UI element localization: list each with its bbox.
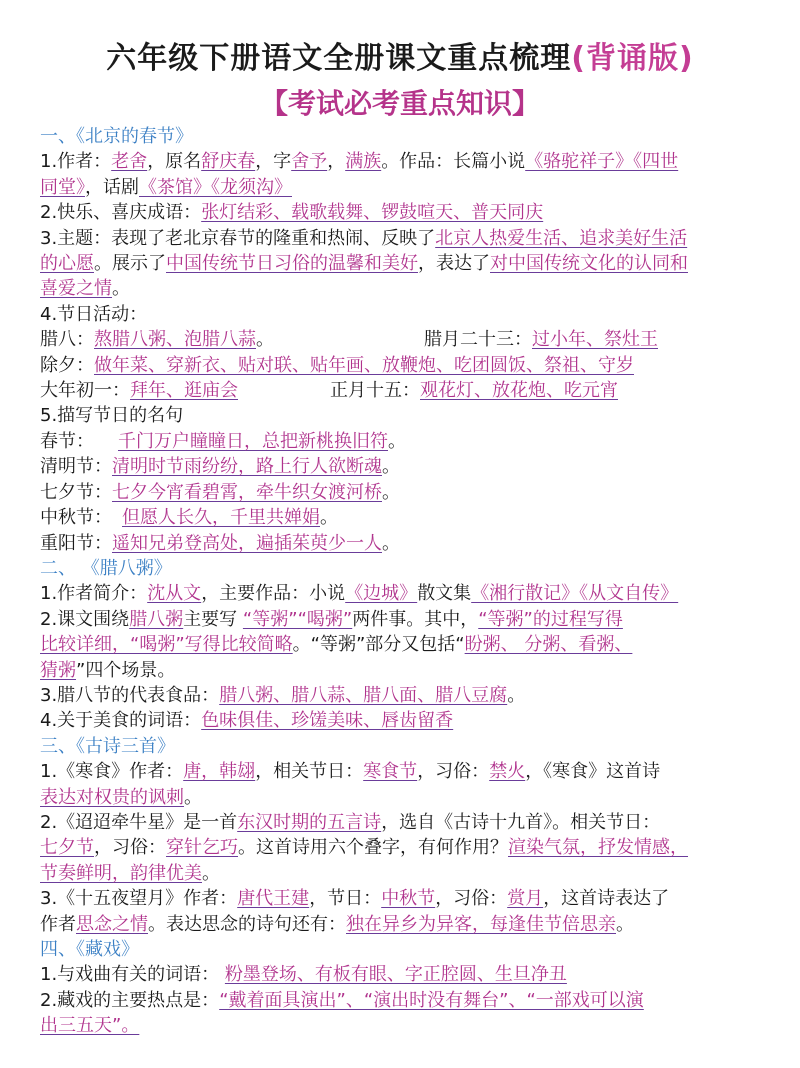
key-point: 七夕节 bbox=[40, 837, 94, 859]
key-point: 色味俱佳、珍馐美味、唇齿留香 bbox=[201, 710, 454, 732]
text-segment: 。 bbox=[256, 329, 274, 351]
text-segment: 2.藏戏的主要热点是： bbox=[40, 989, 220, 1011]
key-point: 腊八粥、腊八蒜、腊八面、腊八豆腐 bbox=[219, 684, 508, 706]
key-point: 千门万户瞳瞳日，总把新桃换旧符 bbox=[118, 430, 388, 452]
text-segment: 。展示了 bbox=[94, 253, 166, 275]
text-segment: 腊八： bbox=[40, 329, 94, 351]
text-segment: ，话剧 bbox=[85, 176, 139, 198]
text-line bbox=[40, 708, 760, 733]
text-line bbox=[40, 505, 760, 530]
key-point: 比较详细，“喝粥”写得比较简略 bbox=[40, 634, 293, 656]
text-segment: ，选自《古诗十九首》。相关节日： bbox=[381, 811, 661, 833]
key-point: 清明时节雨纷纷，路上行人欲断魂 bbox=[112, 456, 382, 478]
key-point: 舍予 bbox=[291, 151, 328, 173]
text-segment: 3.《十五夜望月》作者： bbox=[40, 888, 238, 910]
text-segment: 。 bbox=[507, 684, 526, 706]
text-segment: ，这首诗表达了 bbox=[543, 888, 670, 910]
section-heading: 一、《北京的春节》 bbox=[40, 126, 193, 147]
key-point: 张灯结彩、载歌载舞、锣鼓喧天、普天同庆 bbox=[201, 202, 544, 224]
text-segment: 1.作者： bbox=[40, 151, 112, 173]
text-line bbox=[40, 1013, 760, 1038]
text-segment: 。 bbox=[382, 456, 400, 478]
text-segment: ，表达了 bbox=[418, 253, 490, 275]
key-point: 沈从文 bbox=[147, 583, 202, 605]
text-segment: 。 bbox=[184, 786, 202, 808]
text-segment: ，字 bbox=[255, 151, 292, 173]
text-segment: 。 bbox=[112, 278, 130, 300]
text-segment: ，主要作品：小说 bbox=[201, 583, 346, 605]
key-point: 喜爱之情 bbox=[40, 278, 112, 300]
key-point: 禁火 bbox=[489, 761, 526, 783]
page-title bbox=[40, 0, 760, 80]
key-point: 《茶馆》《龙须沟》 bbox=[139, 176, 292, 198]
text-line bbox=[40, 962, 760, 987]
key-point: 对中国传统文化的认同和 bbox=[490, 253, 688, 275]
text-segment: 。这首诗用六个叠字，有何作用？ bbox=[238, 837, 508, 859]
key-point: 《湘行散记》《从文自传》 bbox=[471, 583, 679, 605]
text-line bbox=[40, 124, 760, 149]
text-segment: 中秋节： bbox=[40, 507, 112, 529]
key-point: 唐，韩翃 bbox=[183, 761, 256, 783]
text-line bbox=[40, 429, 760, 454]
key-point: 中秋节 bbox=[381, 888, 436, 910]
text-line bbox=[40, 988, 760, 1013]
key-point: 寒食节 bbox=[363, 761, 418, 783]
text-line bbox=[40, 607, 760, 632]
text-segment: ，相关节日： bbox=[255, 761, 364, 783]
text-segment: ”四个场景。 bbox=[76, 659, 176, 681]
text-line bbox=[40, 353, 760, 378]
key-point: 出三五天”。 bbox=[40, 1015, 140, 1037]
text-line bbox=[40, 937, 760, 962]
key-point: 思念之情 bbox=[76, 913, 148, 935]
text-segment: 主要写 bbox=[183, 608, 243, 630]
text-line bbox=[40, 785, 760, 810]
text-segment: ， bbox=[327, 151, 346, 173]
text-line bbox=[40, 835, 760, 860]
key-point: 老舍 bbox=[111, 151, 148, 173]
text-line bbox=[40, 861, 760, 886]
text-line bbox=[40, 327, 760, 352]
text-line bbox=[40, 734, 760, 759]
text-segment: ，习俗： bbox=[94, 837, 166, 859]
text-segment: 散文集 bbox=[417, 583, 472, 605]
text-line bbox=[40, 276, 760, 301]
key-point: 北京人热爱生活、追求美好生活 bbox=[435, 227, 688, 249]
title-main: 六年级下册语文全册课文重点梳理 bbox=[106, 41, 572, 76]
text-line bbox=[40, 200, 760, 225]
text-segment: ，原名 bbox=[147, 151, 202, 173]
text-segment: 七夕节： bbox=[40, 481, 112, 503]
text-segment: 。 bbox=[382, 481, 400, 503]
text-line bbox=[40, 175, 760, 200]
text-line bbox=[40, 581, 760, 606]
key-point: 表达对权贵的讽刺 bbox=[40, 786, 184, 808]
text-segment: 除夕： bbox=[40, 354, 94, 376]
key-point: 穿针乞巧 bbox=[166, 837, 238, 859]
key-point: 中国传统节日习俗的温馨和美好 bbox=[166, 253, 418, 275]
key-point: 唐代王建 bbox=[237, 888, 310, 910]
key-point: 腊八粥 bbox=[129, 608, 184, 630]
text-segment: 1.与戏曲有关的词语： bbox=[40, 964, 225, 986]
text-line bbox=[40, 403, 760, 428]
text-segment: 春节： bbox=[40, 430, 94, 452]
text-segment: 4.关于美食的词语： bbox=[40, 710, 202, 732]
key-point: 舒庆春 bbox=[201, 151, 256, 173]
text-segment: 。 bbox=[388, 430, 406, 452]
text-line bbox=[40, 632, 760, 657]
page-subtitle: 【考试必考重点知识】 bbox=[259, 87, 540, 120]
key-point: 独在异乡为异客，每逢佳节倍思亲 bbox=[346, 913, 616, 935]
text-line bbox=[40, 480, 760, 505]
text-segment: 2.快乐、喜庆成语： bbox=[40, 202, 202, 224]
text-segment: 。 bbox=[202, 862, 220, 884]
text-segment: 。 bbox=[320, 507, 338, 529]
text-segment: 1.《寒食》作者： bbox=[40, 761, 184, 783]
key-point: 粉墨登场、有板有眼、字正腔圆、生旦净丑 bbox=[224, 964, 567, 986]
text-line bbox=[40, 149, 760, 174]
section-heading: 二、 《腊八粥》 bbox=[40, 557, 172, 579]
key-point: 熬腊八粥、泡腊八蒜 bbox=[94, 329, 256, 351]
text-line bbox=[40, 683, 760, 708]
text-segment: 5.描写节日的名句 bbox=[40, 405, 184, 427]
text-line bbox=[40, 531, 760, 556]
text-segment: 。作品：长篇小说 bbox=[381, 151, 526, 173]
key-point: 拜年、逛庙会 bbox=[130, 380, 238, 402]
text-segment: 3.腊八节的代表食品： bbox=[40, 684, 220, 706]
text-segment: 作者 bbox=[40, 913, 76, 935]
text-segment: 清明节： bbox=[40, 456, 112, 478]
text-segment: 正月十五： bbox=[330, 380, 420, 402]
key-point: 观花灯、放花炮、吃元宵 bbox=[420, 380, 618, 402]
key-point: 东汉时期的五言诗 bbox=[237, 811, 382, 833]
section-heading: 三、《古诗三首》 bbox=[40, 735, 175, 757]
key-point: 的心愿 bbox=[40, 253, 94, 275]
key-point: 过小年、祭灶王 bbox=[532, 329, 658, 351]
text-line bbox=[40, 759, 760, 784]
text-segment: 。表达思念的诗句还有： bbox=[148, 913, 346, 935]
key-point: 猜粥 bbox=[40, 659, 76, 681]
text-segment: 3.主题：表现了老北京春节的隆重和热闹、反映了 bbox=[40, 227, 436, 249]
text-segment: 2.《迢迢牵牛星》是一首 bbox=[40, 811, 238, 833]
key-point: 满族 bbox=[345, 151, 382, 173]
key-point: 做年菜、穿新衣、贴对联、贴年画、放鞭炮、吃团圆饭、祭祖、守岁 bbox=[94, 354, 634, 376]
text-segment: 大年初一： bbox=[40, 380, 130, 402]
text-segment: 两件事。其中， bbox=[352, 608, 479, 630]
text-segment: 。“等粥”部分又包括“ bbox=[292, 634, 465, 656]
text-line bbox=[40, 302, 760, 327]
text-line bbox=[40, 454, 760, 479]
text-line bbox=[40, 226, 760, 251]
text-line bbox=[40, 378, 760, 403]
text-line bbox=[40, 886, 760, 911]
text-line bbox=[40, 912, 760, 937]
key-point: 《边城》 bbox=[345, 583, 418, 605]
key-point: 七夕今宵看碧霄，牵牛织女渡河桥 bbox=[112, 481, 382, 503]
key-point: 渲染气氛，抒发情感， bbox=[508, 837, 688, 859]
key-point: “等粥”的过程写得 bbox=[478, 608, 623, 630]
key-point: 赏月 bbox=[507, 888, 544, 910]
text-segment: 腊月二十三： bbox=[424, 329, 532, 351]
text-line bbox=[40, 810, 760, 835]
key-point: 遥知兄弟登高处，遍插茱萸少一人 bbox=[112, 532, 382, 554]
title-accent: (背诵版) bbox=[571, 41, 694, 76]
key-point: 节奏鲜明，韵律优美 bbox=[40, 862, 202, 884]
text-line bbox=[40, 556, 760, 581]
text-segment: 4.节日活动： bbox=[40, 303, 148, 325]
text-line bbox=[40, 658, 760, 683]
text-segment: 2.课文围绕 bbox=[40, 608, 130, 630]
text-line bbox=[40, 251, 760, 276]
text-segment: ，习俗： bbox=[417, 761, 490, 783]
text-segment: ，《寒食》这首诗 bbox=[525, 761, 661, 783]
key-point: “戴着面具演出”、“演出时没有舞台”、“一部戏可以演 bbox=[219, 989, 644, 1011]
document-body bbox=[40, 124, 760, 1039]
text-segment: 。 bbox=[382, 532, 400, 554]
key-point: 同堂》 bbox=[40, 176, 85, 198]
text-segment: 重阳节： bbox=[40, 532, 112, 554]
text-segment: 。 bbox=[616, 913, 634, 935]
text-segment: ，节日： bbox=[309, 888, 382, 910]
text-segment: ，习俗： bbox=[435, 888, 508, 910]
key-point: 《骆驼祥子》《四世 bbox=[525, 151, 679, 173]
key-point: 但愿人长久，千里共婵娟 bbox=[122, 507, 320, 529]
text-segment: 1.作者简介： bbox=[40, 583, 148, 605]
key-point: 盼粥、 分粥、看粥、 bbox=[464, 634, 633, 656]
section-heading: 四、《藏戏》 bbox=[40, 939, 139, 960]
key-point: “等粥”“喝粥” bbox=[242, 608, 353, 630]
